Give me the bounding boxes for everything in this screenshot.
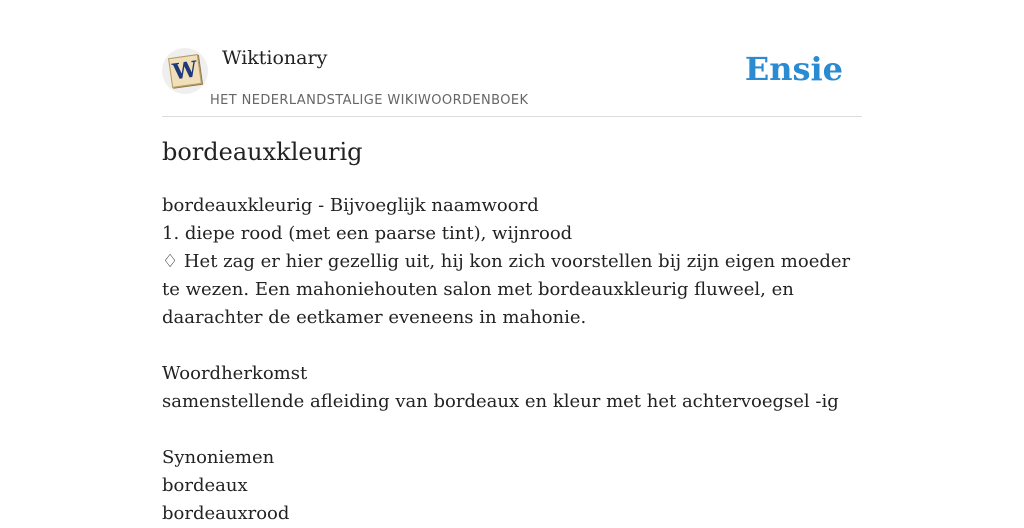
- synonym-item: bordeauxrood: [162, 503, 290, 524]
- entry-headline: bordeauxkleurig - Bijvoeglijk naamwoord: [162, 195, 539, 216]
- ensie-brand-link[interactable]: Ensie: [744, 50, 843, 88]
- etymology-heading: Woordherkomst: [162, 363, 308, 384]
- spacer: [162, 332, 862, 360]
- wiktionary-logo[interactable]: [162, 48, 208, 94]
- synonyms-heading: Synoniemen: [162, 447, 275, 468]
- site-header: [162, 46, 862, 117]
- spacer: [162, 416, 862, 444]
- synonym-item: bordeaux: [162, 475, 248, 496]
- entry-definition: 1. diepe rood (met een paarse tint), wijnrood: [162, 223, 573, 244]
- site-name[interactable]: Wiktionary: [222, 47, 328, 69]
- wiktionary-logo-icon: W: [168, 54, 202, 88]
- entry-content: [162, 192, 862, 528]
- page-title: bordeauxkleurig: [162, 138, 363, 166]
- entry-example: ♢ Het zag er hier gezellig uit, hij kon zich voorstellen bij zijn eigen moeder te wezen. Een mahoniehouten salon met bordeauxkleurig fluweel, en daarachter de eetkamer eveneens in mahonie.: [162, 251, 851, 328]
- site-tagline: HET NEDERLANDSTALIGE WIKIWOORDENBOEK: [210, 93, 529, 108]
- etymology-text: samenstellende afleiding van bordeaux en kleur met het achtervoegsel -ig: [162, 391, 839, 412]
